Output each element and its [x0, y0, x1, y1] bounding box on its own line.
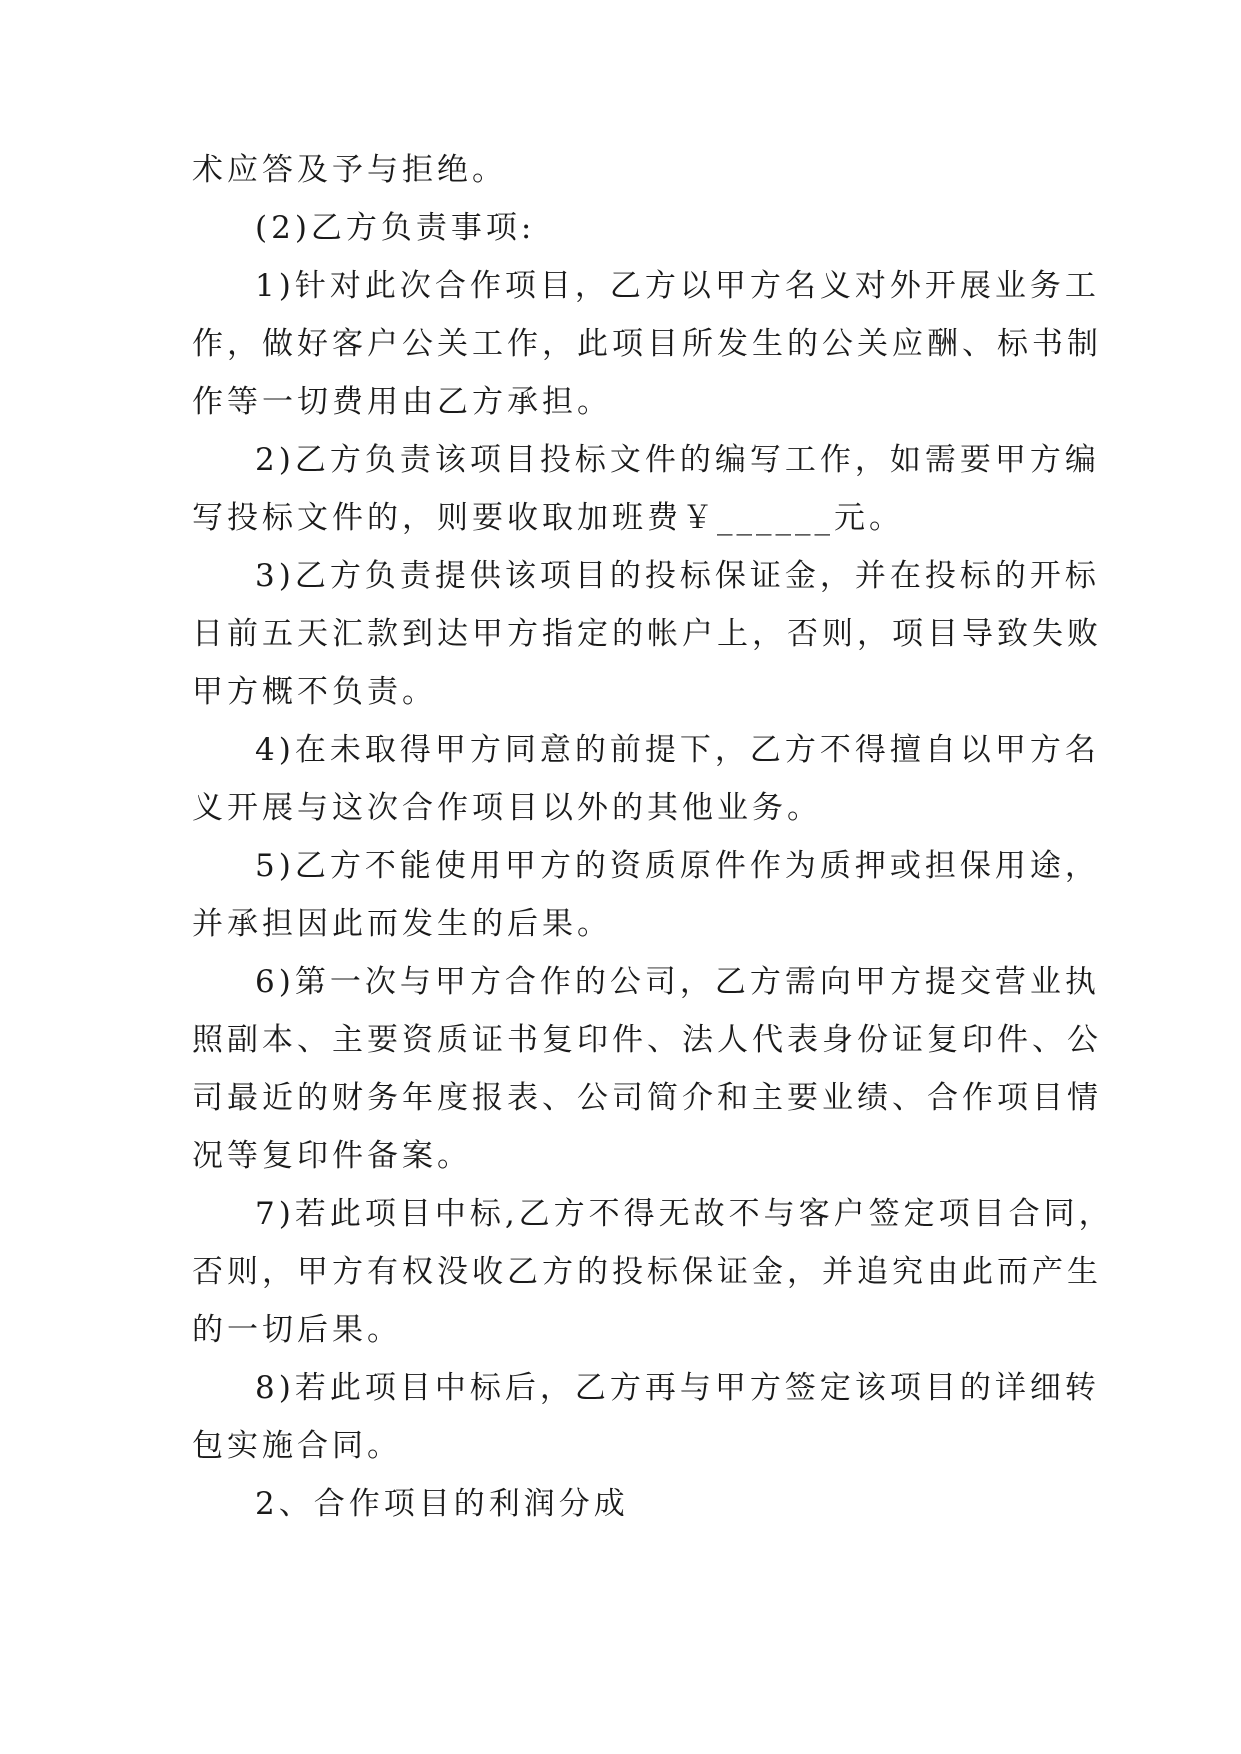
- text-line: 1)针对此次合作项目，乙方以甲方名义对外开展业务工: [255, 268, 1100, 304]
- text-line: 甲方概不负责。: [192, 674, 437, 710]
- text-line: 3)乙方负责提供该项目的投标保证金，并在投标的开标: [255, 558, 1100, 594]
- text-line: 7)若此项目中标,乙方不得无故不与客户签定项目合同，: [255, 1196, 1114, 1232]
- text-line: 6)第一次与甲方合作的公司，乙方需向甲方提交营业执: [255, 964, 1100, 1000]
- text-line: 作等一切费用由乙方承担。: [192, 384, 612, 420]
- text-line: 包实施合同。: [192, 1428, 402, 1464]
- text-line: 5)乙方不能使用甲方的资质原件作为质押或担保用途，: [255, 848, 1100, 884]
- text-line: 义开展与这次合作项目以外的其他业务。: [192, 790, 822, 826]
- text-line: 作，做好客户公关工作，此项目所发生的公关应酬、标书制: [192, 326, 1102, 362]
- text-line: 照副本、主要资质证书复印件、法人代表身份证复印件、公: [192, 1022, 1102, 1058]
- text-line: 的一切后果。: [192, 1312, 402, 1348]
- text-line: 写投标文件的，则要收取加班费￥______元。: [192, 500, 904, 536]
- section-heading: 2、合作项目的利润分成: [255, 1486, 629, 1522]
- text-line: 2)乙方负责该项目投标文件的编写工作，如需要甲方编: [255, 442, 1100, 478]
- text-line: 术应答及予与拒绝。: [192, 152, 507, 188]
- text-line: (2)乙方负责事项:: [255, 210, 536, 246]
- text-line: 司最近的财务年度报表、公司简介和主要业绩、合作项目情: [192, 1080, 1102, 1116]
- text-line: 况等复印件备案。: [192, 1138, 472, 1174]
- text-line: 8)若此项目中标后，乙方再与甲方签定该项目的详细转: [255, 1370, 1100, 1406]
- text-line: 并承担因此而发生的后果。: [192, 906, 612, 942]
- text-line: 否则，甲方有权没收乙方的投标保证金，并追究由此而产生: [192, 1254, 1102, 1290]
- text-line: 4)在未取得甲方同意的前提下，乙方不得擅自以甲方名: [255, 732, 1100, 768]
- text-line: 日前五天汇款到达甲方指定的帐户上，否则，项目导致失败: [192, 616, 1102, 652]
